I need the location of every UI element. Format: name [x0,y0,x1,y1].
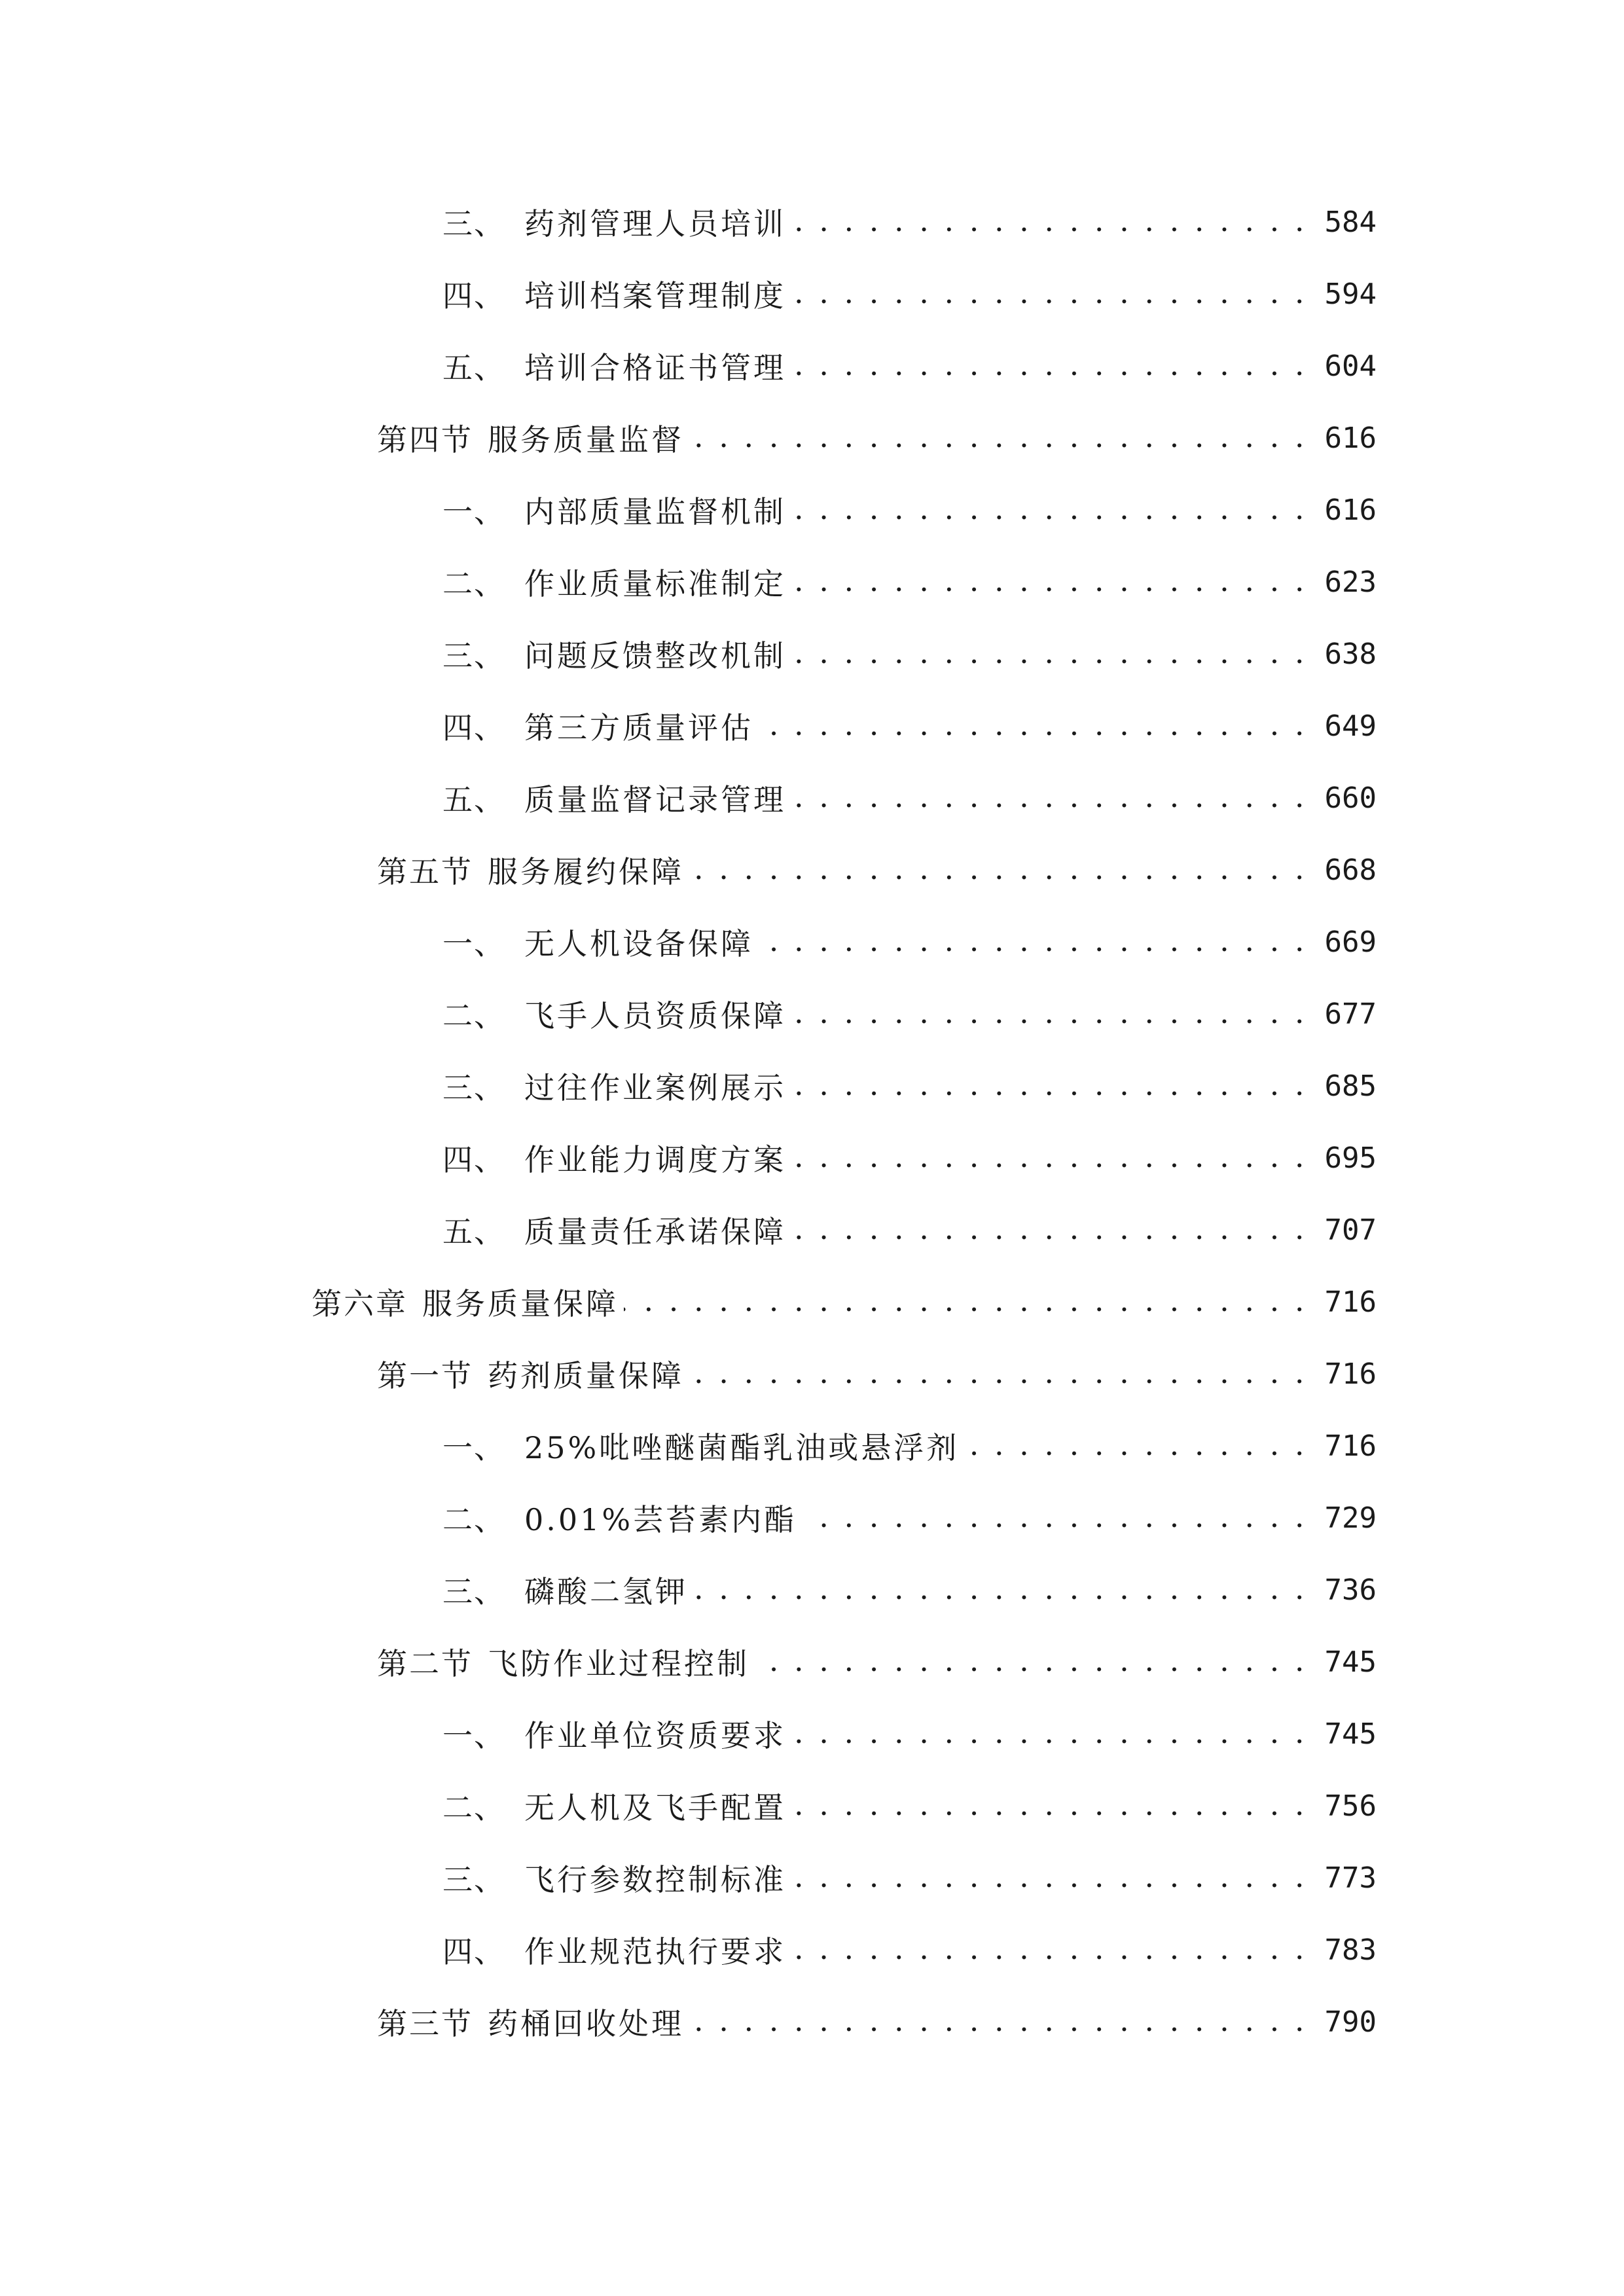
toc-entry-chapter[interactable] [0,1266,1624,1338]
toc-entry-number: 第六章 [312,1286,408,1321]
toc-entry-title: 磷酸二氢钾 [524,1568,693,1611]
toc-entry-title: 药剂管理人员培训 [524,200,791,243]
toc-entry-page-number: 695 [1324,1141,1377,1175]
toc-entry-title: 服务质量保障 [422,1280,624,1323]
toc-entry-item[interactable] [0,1050,1624,1122]
table-of-contents [0,186,1624,2058]
toc-entry-number: 五、 [442,782,505,817]
toc-entry-title: 飞手人员资质保障 [524,992,791,1035]
toc-entry-item[interactable] [0,1410,1624,1482]
dot-leader [791,495,1307,525]
toc-entry-page-number: 604 [1324,349,1377,383]
toc-entry-page-number: 736 [1324,1573,1377,1607]
toc-entry-page-number: 616 [1324,493,1377,527]
toc-entry-page-number: 649 [1324,709,1377,743]
toc-entry-number: 四、 [442,710,505,745]
toc-entry-title: 作业单位资质要求 [524,1712,791,1755]
toc-entry-item[interactable] [0,1914,1624,1986]
dot-leader [791,1143,1307,1173]
toc-entry-page-number: 660 [1324,781,1377,815]
toc-entry-number: 二、 [442,998,505,1033]
toc-entry-number: 四、 [442,1934,505,1969]
toc-entry-number: 第一节 [377,1358,473,1393]
toc-entry-number: 三、 [442,638,505,673]
dot-leader [791,1791,1307,1821]
toc-entry-title: 0.01%芸苔素内酯 [524,1496,802,1539]
toc-entry-title: 无人机及飞手配置 [524,1784,791,1827]
toc-entry-number: 二、 [442,1790,505,1825]
dot-leader [624,1287,1307,1317]
toc-entry-number: 四、 [442,1142,505,1177]
toc-entry-item[interactable] [0,330,1624,402]
dot-leader [791,279,1307,309]
toc-entry-number: 四、 [442,278,505,314]
toc-entry-section[interactable] [0,834,1624,906]
toc-entry-title: 问题反馈整改机制 [524,632,791,675]
toc-entry-page-number: 584 [1324,205,1377,239]
dot-leader [689,1359,1307,1389]
toc-entry-item[interactable] [0,762,1624,834]
dot-leader [791,1935,1307,1965]
toc-entry-title: 作业质量标准制定 [524,560,791,603]
toc-entry-page-number: 668 [1324,853,1377,887]
toc-entry-page-number: 729 [1324,1501,1377,1535]
toc-entry-title: 过往作业案例展示 [524,1064,791,1107]
dot-leader [689,423,1307,453]
toc-entry-page-number: 716 [1324,1429,1377,1463]
toc-entry-title: 培训合格证书管理 [524,344,791,387]
toc-entry-number: 第三节 [377,2006,473,2041]
toc-entry-page-number: 773 [1324,1861,1377,1895]
toc-entry-item[interactable] [0,618,1624,690]
toc-entry-item[interactable] [0,186,1624,258]
toc-entry-page-number: 638 [1324,637,1377,671]
toc-entry-title: 飞行参数控制标准 [524,1856,791,1899]
toc-entry-title: 服务质量监督 [488,416,689,459]
toc-entry-section[interactable] [0,1338,1624,1410]
toc-entry-page-number: 790 [1324,2005,1377,2039]
toc-entry-item[interactable] [0,1194,1624,1266]
toc-entry-number: 五、 [442,350,505,386]
toc-entry-number: 第四节 [377,422,473,457]
toc-entry-title: 药桶回收处理 [488,2000,689,2043]
toc-entry-item[interactable] [0,546,1624,618]
toc-entry-title: 培训档案管理制度 [524,272,791,315]
dot-leader [759,711,1307,741]
toc-entry-title: 质量责任承诺保障 [524,1208,791,1251]
toc-entry-section[interactable] [0,1626,1624,1698]
toc-entry-page-number: 669 [1324,925,1377,959]
dot-leader [791,351,1307,381]
toc-entry-number: 三、 [442,206,505,242]
toc-entry-number: 第五节 [377,854,473,889]
toc-entry-title: 质量监督记录管理 [524,776,791,819]
toc-entry-page-number: 685 [1324,1069,1377,1103]
toc-entry-number: 一、 [442,1430,505,1465]
toc-entry-page-number: 745 [1324,1645,1377,1679]
toc-entry-number: 一、 [442,494,505,529]
toc-entry-title: 第三方质量评估 [524,704,759,747]
dot-leader [791,567,1307,597]
toc-entry-number: 三、 [442,1070,505,1105]
toc-entry-section[interactable] [0,1986,1624,2058]
toc-entry-number: 一、 [442,926,505,961]
dot-leader [791,639,1307,669]
toc-entry-item[interactable] [0,690,1624,762]
toc-entry-title: 药剂质量保障 [488,1352,689,1395]
toc-entry-title: 25%吡唑醚菌酯乳油或悬浮剂 [524,1424,964,1467]
toc-entry-item[interactable] [0,1842,1624,1914]
dot-leader [791,999,1307,1029]
toc-entry-item[interactable] [0,906,1624,978]
toc-entry-page-number: 623 [1324,565,1377,599]
toc-entry-title: 服务履约保障 [488,848,689,891]
toc-entry-page-number: 783 [1324,1933,1377,1967]
dot-leader [791,1863,1307,1893]
toc-entry-item[interactable] [0,474,1624,546]
dot-leader [964,1431,1307,1461]
toc-entry-item[interactable] [0,1554,1624,1626]
dot-leader [693,1575,1307,1605]
toc-entry-number: 三、 [442,1862,505,1897]
toc-entry-title: 作业规范执行要求 [524,1928,791,1971]
toc-entry-item[interactable] [0,1698,1624,1770]
toc-entry-item[interactable] [0,1770,1624,1842]
dot-leader [791,207,1307,237]
dot-leader [791,1215,1307,1245]
dot-leader [802,1503,1307,1533]
toc-entry-title: 内部质量监督机制 [524,488,791,531]
toc-entry-title: 作业能力调度方案 [524,1136,791,1179]
dot-leader [755,1647,1307,1677]
toc-entry-page-number: 716 [1324,1285,1377,1319]
toc-entry-number: 二、 [442,566,505,601]
dot-leader [791,783,1307,813]
toc-entry-page-number: 745 [1324,1717,1377,1751]
toc-entry-number: 二、 [442,1502,505,1537]
toc-entry-item[interactable] [0,1482,1624,1554]
toc-entry-item[interactable] [0,978,1624,1050]
toc-entry-number: 五、 [442,1214,505,1249]
toc-entry-page-number: 616 [1324,421,1377,455]
toc-entry-page-number: 716 [1324,1357,1377,1391]
dot-leader [791,1719,1307,1749]
toc-entry-title: 无人机设备保障 [524,920,759,963]
toc-entry-title: 飞防作业过程控制 [488,1640,755,1683]
toc-entry-item[interactable] [0,258,1624,330]
dot-leader [689,2007,1307,2037]
toc-entry-page-number: 594 [1324,277,1377,311]
toc-entry-item[interactable] [0,1122,1624,1194]
toc-entry-page-number: 756 [1324,1789,1377,1823]
toc-entry-section[interactable] [0,402,1624,474]
dot-leader [689,855,1307,885]
toc-entry-page-number: 677 [1324,997,1377,1031]
toc-entry-number: 第二节 [377,1646,473,1681]
dot-leader [791,1071,1307,1101]
toc-entry-page-number: 707 [1324,1213,1377,1247]
toc-entry-number: 一、 [442,1718,505,1753]
toc-entry-number: 三、 [442,1574,505,1609]
dot-leader [759,927,1307,957]
